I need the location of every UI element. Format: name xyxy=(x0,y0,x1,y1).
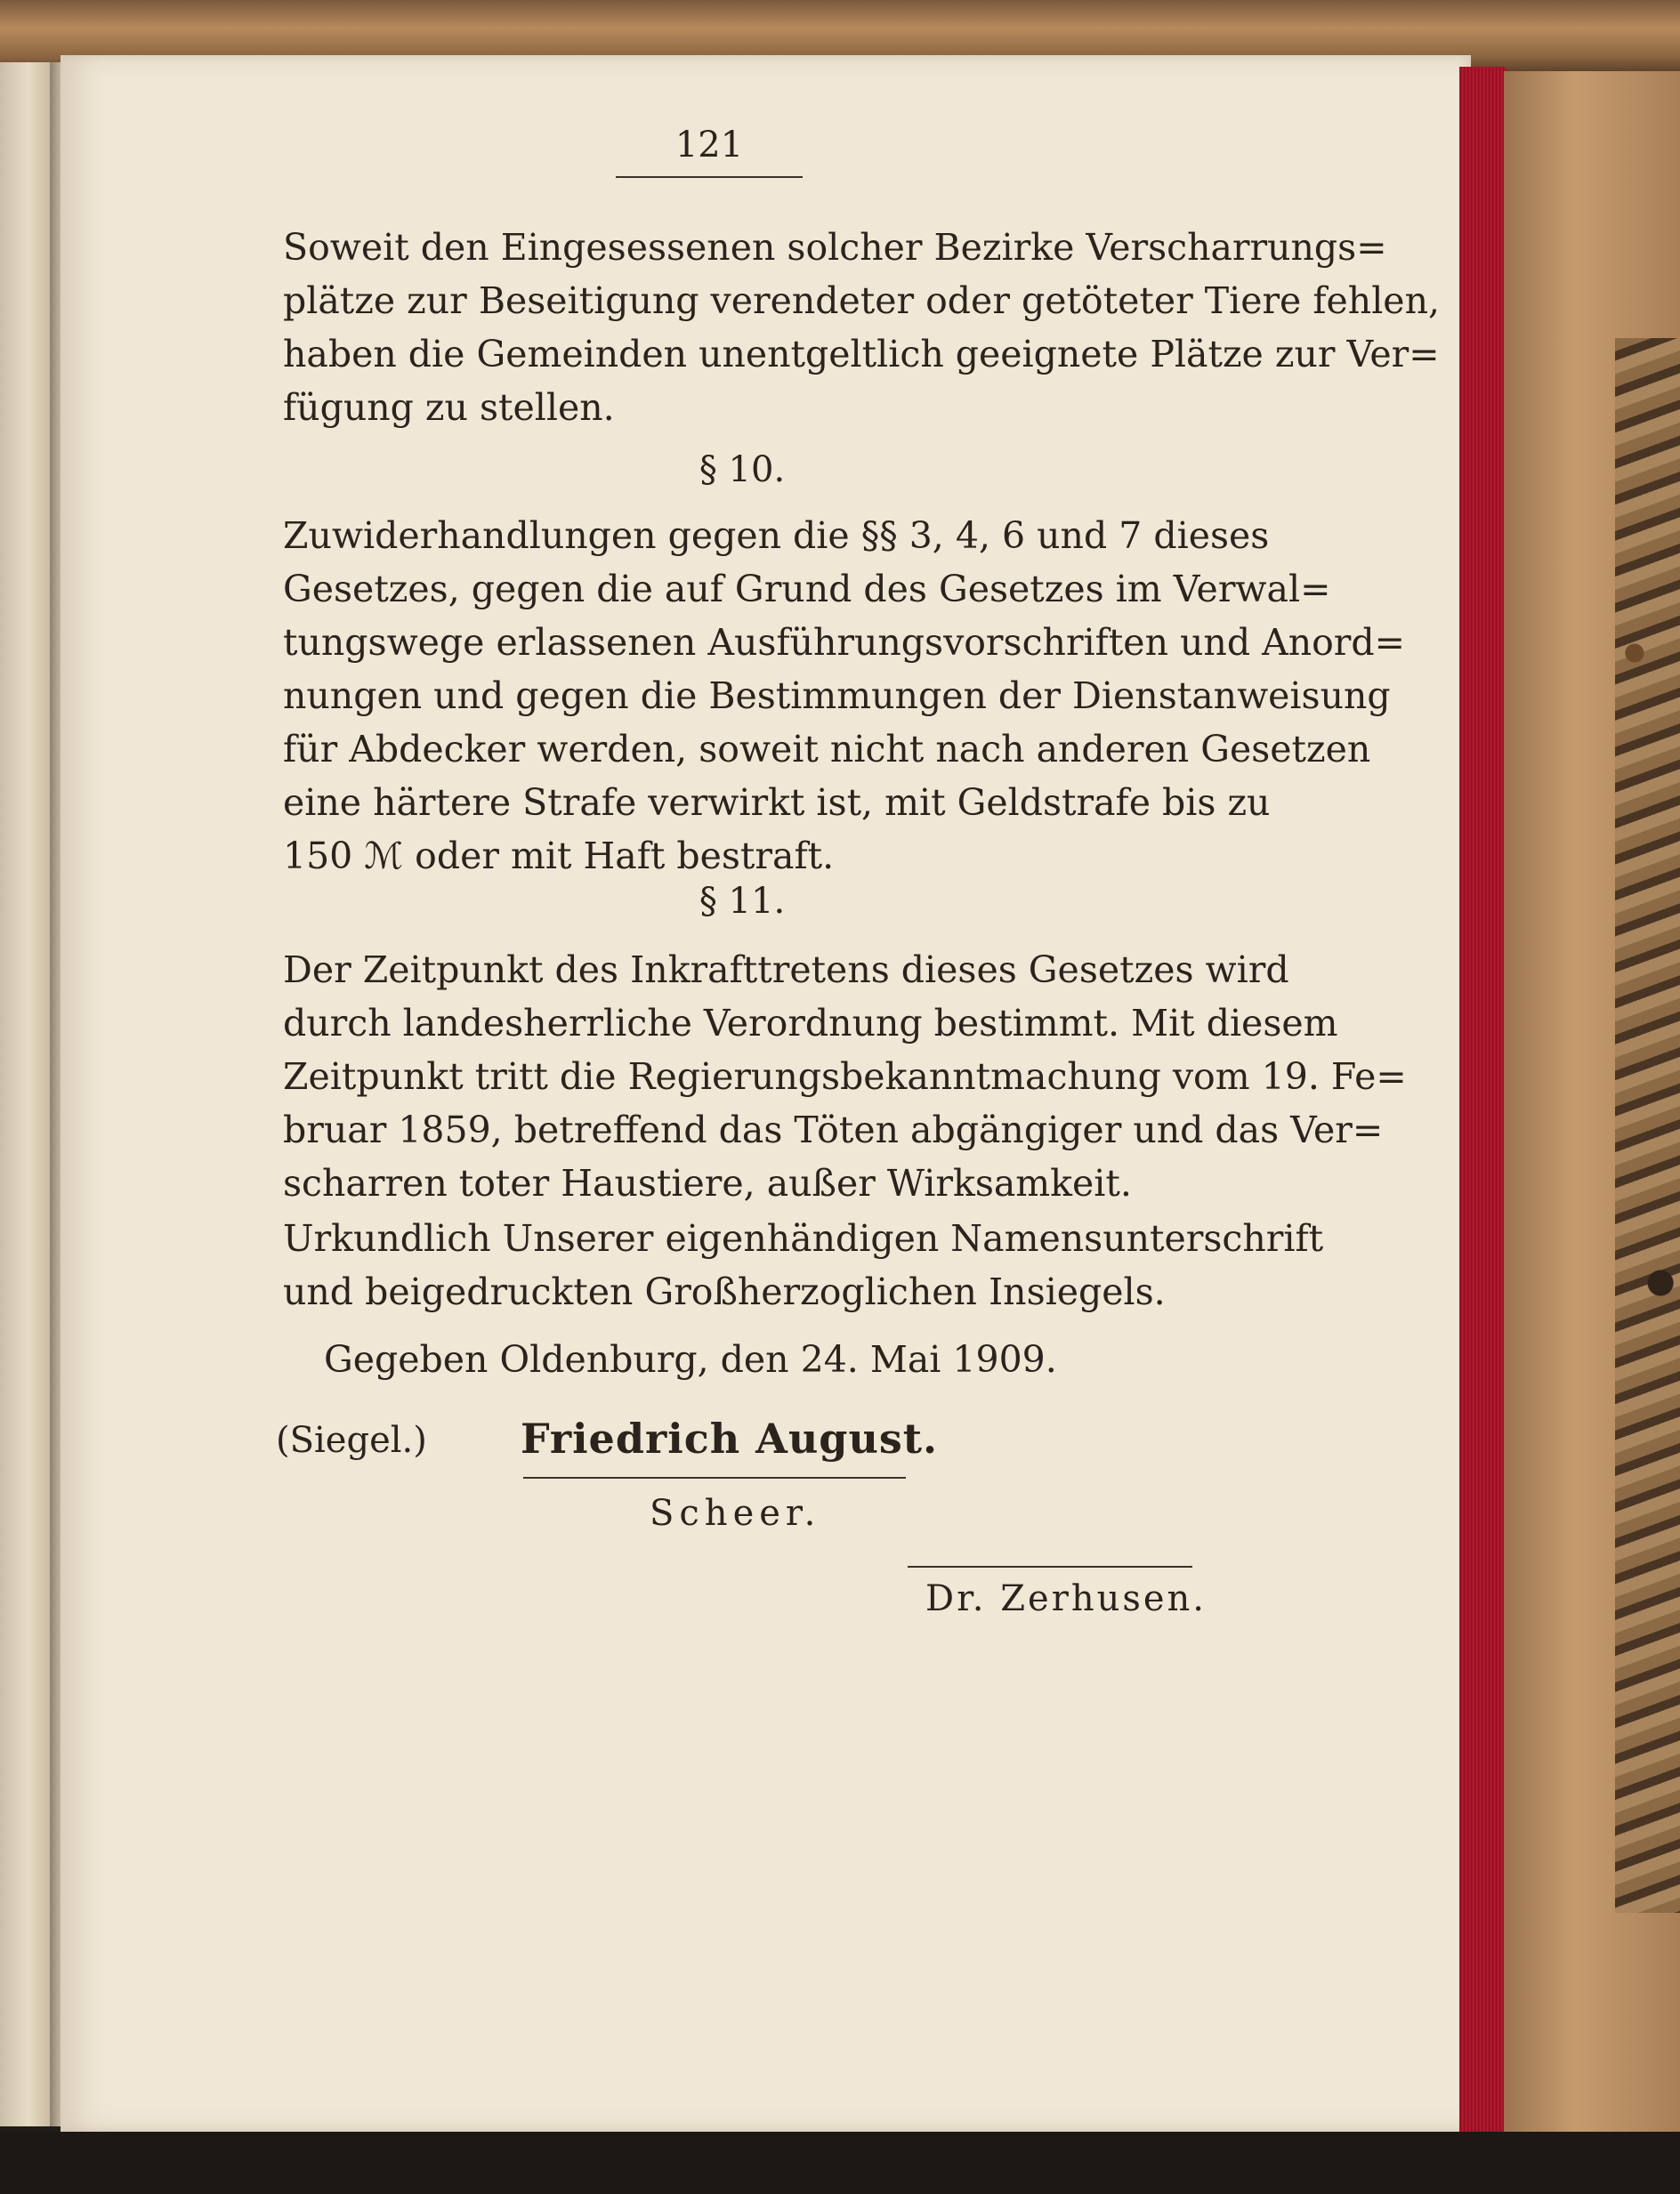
text-line: nungen und gegen die Bestimmungen der Dienstanweisung xyxy=(283,674,1391,717)
official-signature: Dr. Zerhusen. xyxy=(925,1578,1208,1619)
left-page-edge xyxy=(0,62,52,2126)
text-line: Zeitpunkt tritt die Regierungsbekanntmachung vom 19. Fe= xyxy=(283,1055,1407,1098)
red-page-edges xyxy=(1459,67,1507,2140)
signature-rule-1 xyxy=(523,1477,906,1479)
text-line: Soweit den Eingesessenen solcher Bezirke Verscharrungs= xyxy=(283,226,1387,269)
text-line: fügung zu stellen. xyxy=(283,386,615,429)
text-line: 150 ℳ oder mit Haft bestraft. xyxy=(283,835,835,877)
text-line: tungswege erlassenen Ausführungsvorschriften und Anord= xyxy=(283,621,1405,664)
section-10-heading: § 10. xyxy=(699,449,786,490)
marbled-cover xyxy=(1615,338,1680,1913)
paragraph-4 xyxy=(283,1212,1324,1319)
minister-signature: Scheer. xyxy=(650,1493,821,1534)
page-number: 121 xyxy=(674,125,744,165)
text-line: Urkundlich Unserer eigenhändigen Namensunterschrift xyxy=(283,1217,1324,1260)
sovereign-signature: Friedrich August. xyxy=(521,1415,939,1463)
paragraph-1 xyxy=(283,221,1441,434)
page-number-rule xyxy=(616,176,803,178)
text-line: und beigedruckten Großherzoglichen Insiegels. xyxy=(283,1270,1166,1313)
given-date-text: Gegeben Oldenburg, den 24. Mai 1909. xyxy=(324,1338,1057,1381)
text-line: haben die Gemeinden unentgeltlich geeignete Plätze zur Ver= xyxy=(283,333,1440,375)
text-line: Der Zeitpunkt des Inkrafttretens dieses Gesetzes wird xyxy=(283,948,1289,991)
section-11-heading: § 11. xyxy=(699,881,786,922)
text-line: Zuwiderhandlungen gegen die §§ 3, 4, 6 und 7 dieses xyxy=(283,514,1270,557)
text-line: für Abdecker werden, soweit nicht nach anderen Gesetzen xyxy=(283,728,1371,770)
text-line: bruar 1859, betreffend das Töten abgängiger und das Ver= xyxy=(283,1109,1384,1151)
text-line: scharren toter Haustiere, außer Wirksamkeit. xyxy=(283,1162,1132,1205)
given-date-line xyxy=(283,1333,1201,1386)
text-line: plätze zur Beseitigung verendeter oder getöteter Tiere fehlen, xyxy=(283,279,1441,322)
seal-label: (Siegel.) xyxy=(276,1420,427,1461)
paragraph-2 xyxy=(283,509,1405,883)
text-line: Gesetzes, gegen die auf Grund des Gesetzes im Verwal= xyxy=(283,568,1331,610)
signature-rule-2 xyxy=(908,1566,1192,1568)
paragraph-3 xyxy=(283,943,1407,1210)
bottom-shadow xyxy=(0,2132,1680,2194)
text-line: eine härtere Strafe verwirkt ist, mit Geldstrafe bis zu xyxy=(283,781,1271,824)
text-line: durch landesherrliche Verordnung bestimmt. Mit diesem xyxy=(283,1002,1338,1045)
